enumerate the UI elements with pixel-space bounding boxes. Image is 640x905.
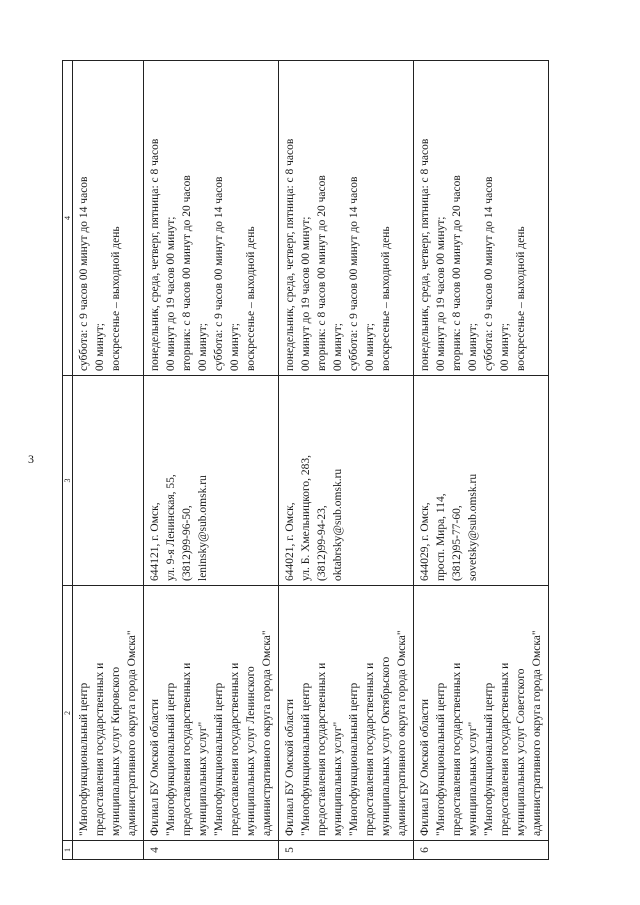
- cell-line: (3812)99-96-50,: [181, 505, 193, 581]
- cell-line: 00 минут;: [364, 323, 376, 371]
- cell-line: 00 минут;: [332, 323, 344, 371]
- cell-line: муниципальных услуг Советского: [515, 668, 527, 836]
- cell-line: ул. Б. Хмельницкого, 283,: [300, 454, 312, 581]
- cell-line: понедельник, среда, четверг, пятница: с 8 часов: [149, 138, 161, 371]
- center-name-cell: [144, 586, 279, 841]
- row-number: 6: [414, 841, 549, 860]
- cell-line: суббота: с 9 часов 00 минут до 14 часов: [483, 176, 495, 371]
- cell-line: (3812)99-94-23,: [316, 505, 328, 581]
- cell-line: 644029, г. Омск,: [419, 502, 431, 581]
- cell-line: Филиал БУ Омской области: [419, 698, 431, 836]
- page-number: 3: [28, 452, 34, 466]
- schedule-cell: [414, 61, 549, 376]
- cell-line: вторник: с 8 часов 00 минут до 20 часов: [451, 175, 463, 371]
- cell-line: 00 минут до 19 часов 00 минут;: [300, 216, 312, 371]
- cell-line: вторник: с 8 часов 00 минут до 20 часов: [316, 175, 328, 371]
- header-cell-3: 3: [63, 376, 73, 586]
- cell-line: (3812)95-77-60,: [451, 505, 463, 581]
- cell-line: sovetsky@sub.omsk.ru: [467, 473, 479, 581]
- cell-line: "Многофункциональный центр: [348, 682, 360, 836]
- cell-line: 00 минут;: [229, 323, 241, 371]
- address-cell: [144, 376, 279, 586]
- column-number-row: [63, 61, 73, 860]
- cell-line: ул. 9-я Ленинская, 55,: [165, 474, 177, 581]
- cell-line: "Многофункциональный центр: [213, 682, 225, 836]
- cell-line: муниципальных услуг": [332, 721, 344, 836]
- cell-line: "Многофункциональный центр: [300, 682, 312, 836]
- cell-line: понедельник, среда, четверг, пятница: с 8 часов: [284, 138, 296, 371]
- cell-line: "Многофункциональный центр: [435, 682, 447, 836]
- cell-line: суббота: с 9 часов 00 минут до 14 часов: [348, 176, 360, 371]
- cell-line: суббота: с 9 часов 00 минут до 14 часов: [213, 176, 225, 371]
- cell-line: предоставления государственных и: [229, 662, 241, 836]
- cell-line: 00 минут до 19 часов 00 минут;: [165, 216, 177, 371]
- header-cell-4: 4: [63, 61, 73, 376]
- cell-line: oktabrsky@sub.omsk.ru: [332, 468, 344, 581]
- table-row: [279, 61, 414, 860]
- cell-line: Филиал БУ Омской области: [284, 698, 296, 836]
- cell-line: предоставления государственных и: [181, 662, 193, 836]
- schedule-cell: [73, 61, 144, 376]
- cell-line: воскресенье – выходной день: [380, 226, 392, 371]
- cell-line: 00 минут;: [467, 323, 479, 371]
- cell-line: 00 минут;: [197, 323, 209, 371]
- cell-line: предоставления государственных и: [364, 662, 376, 836]
- table-row: [414, 61, 549, 860]
- cell-line: leninsky@sub.omsk.ru: [197, 475, 209, 581]
- center-name-cell: [279, 586, 414, 841]
- cell-line: "Многофункциональный центр: [165, 682, 177, 836]
- cell-line: просп. Мира, 114,: [435, 493, 447, 581]
- row-number: [73, 841, 144, 860]
- cell-line: 644121, г. Омск,: [149, 502, 161, 581]
- mfc-table: [62, 60, 549, 860]
- cell-line: "Многофункциональный центр: [483, 682, 495, 836]
- cell-line: воскресенье – выходной день: [110, 226, 122, 371]
- cell-line: административного округа города Омска": [261, 630, 273, 836]
- cell-line: 644021, г. Омск,: [284, 502, 296, 581]
- cell-line: воскресенье – выходной день: [245, 226, 257, 371]
- cell-line: "Многофункциональный центр: [78, 682, 90, 836]
- cell-line: 00 минут;: [499, 323, 511, 371]
- table-row: [73, 61, 144, 860]
- cell-line: вторник: с 8 часов 00 минут до 20 часов: [181, 175, 193, 371]
- header-cell-2: 2: [63, 586, 73, 841]
- schedule-cell: [279, 61, 414, 376]
- cell-line: суббота: с 9 часов 00 минут до 14 часов: [78, 176, 90, 371]
- cell-line: предоставления государственных и: [316, 662, 328, 836]
- address-cell: [414, 376, 549, 586]
- cell-line: административного округа города Омска": [396, 630, 408, 836]
- cell-line: 00 минут до 19 часов 00 минут;: [435, 216, 447, 371]
- cell-line: муниципальных услуг Октябрьского: [380, 656, 392, 836]
- cell-line: предоставления государственных и: [94, 662, 106, 836]
- cell-line: административного округа города Омска": [531, 630, 543, 836]
- header-cell-1: 1: [63, 841, 73, 860]
- cell-line: муниципальных услуг Кировского: [110, 666, 122, 836]
- cell-line: предоставления государственных и: [499, 662, 511, 836]
- rotated-table-container: [62, 60, 543, 860]
- cell-line: 00 минут;: [94, 323, 106, 371]
- address-cell: [73, 376, 144, 586]
- table-row: [144, 61, 279, 860]
- cell-line: понедельник, среда, четверг, пятница: с 8 часов: [419, 138, 431, 371]
- center-name-cell: [414, 586, 549, 841]
- cell-line: муниципальных услуг": [467, 721, 479, 836]
- row-number: 5: [279, 841, 414, 860]
- address-cell: [279, 376, 414, 586]
- center-name-cell: [73, 586, 144, 841]
- schedule-cell: [144, 61, 279, 376]
- cell-line: муниципальных услуг": [197, 721, 209, 836]
- cell-line: административного округа города Омска": [126, 630, 138, 836]
- row-number: 4: [144, 841, 279, 860]
- cell-line: предоставления государственных и: [451, 662, 463, 836]
- cell-line: воскресенье – выходной день: [515, 226, 527, 371]
- cell-line: Филиал БУ Омской области: [149, 698, 161, 836]
- cell-line: муниципальных услуг Ленинского: [245, 666, 257, 836]
